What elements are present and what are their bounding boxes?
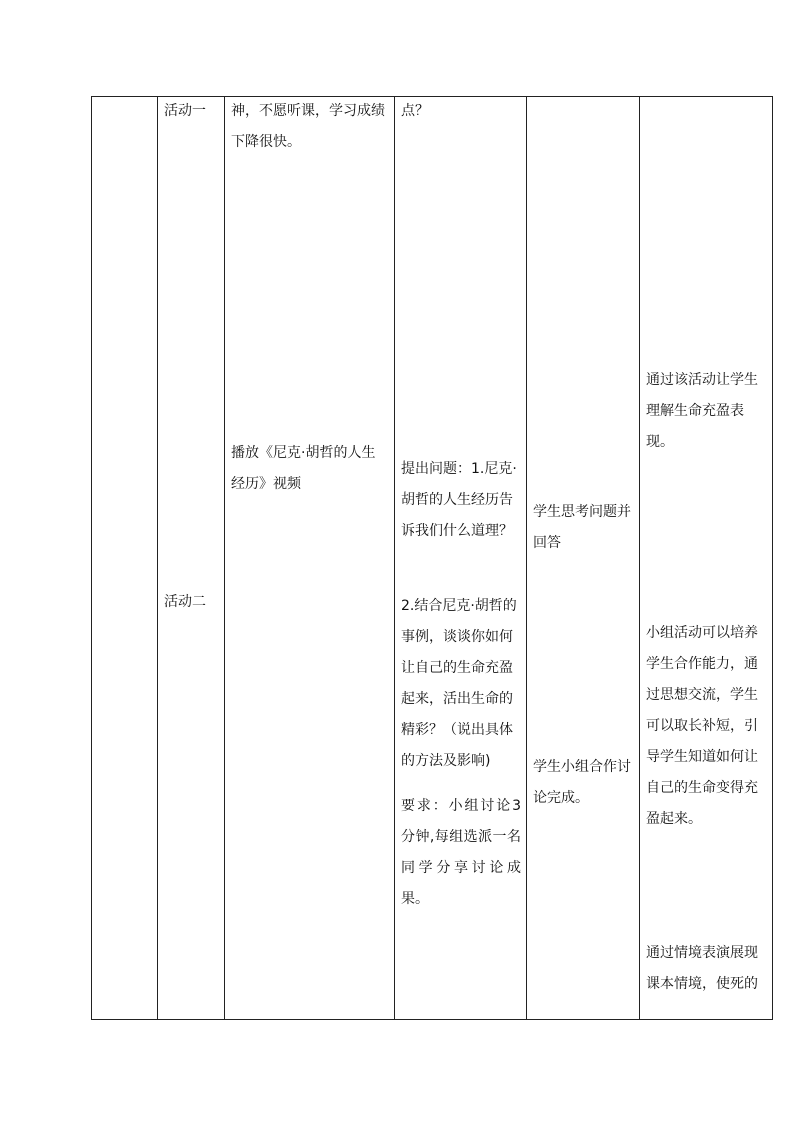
column-border bbox=[526, 96, 527, 1020]
table-bottom-border bbox=[91, 1019, 773, 1020]
question-two: 2.结合尼克·胡哲的事例，谈谈你如何让自己的生命充盈起来，活出生命的精彩？（说出具体的方法及影响) bbox=[401, 598, 517, 769]
design-intent-one: 通过该活动让学生理解生命充盈表现。 bbox=[646, 372, 758, 450]
discussion-requirement: 要求：小组讨论3分钟,每组选派一名同学分享讨论成果。 bbox=[401, 798, 521, 907]
column-border bbox=[394, 96, 395, 1020]
column-border bbox=[157, 96, 158, 1020]
student-think-answer: 学生思考问题并回答 bbox=[533, 504, 631, 551]
student-group-work: 学生小组合作讨论完成。 bbox=[533, 759, 631, 806]
design-intent-two: 小组活动可以培养学生合作能力，通过思想交流，学生可以取长补短，引导学生知道如何让自己的生命变得充盈起来。 bbox=[646, 625, 758, 827]
video-play-text: 播放《尼克·胡哲的人生经历》视频 bbox=[231, 445, 376, 492]
activity-one-content: 神，不愿听课，学习成绩下降很快。 bbox=[231, 103, 385, 150]
activity-two-label: 活动二 bbox=[164, 594, 206, 610]
column-border bbox=[91, 96, 92, 1020]
column-border bbox=[224, 96, 225, 1020]
column-border bbox=[772, 96, 773, 1020]
design-intent-three: 通过情境表演展现课本情境，使死的 bbox=[646, 945, 758, 992]
question-one: 提出问题：1.尼克·胡哲的人生经历告诉我们什么道理？ bbox=[401, 461, 517, 539]
activity-one-label: 活动一 bbox=[164, 103, 206, 119]
question-continued: 点？ bbox=[401, 103, 429, 119]
column-border bbox=[639, 96, 640, 1020]
